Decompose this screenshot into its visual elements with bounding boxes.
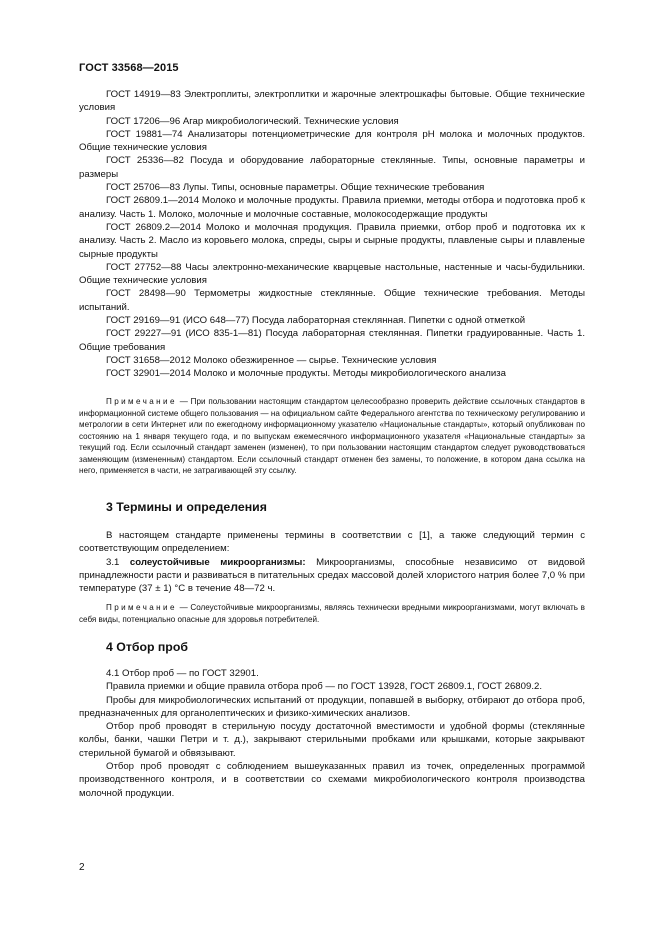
- reference-item: ГОСТ 19881—74 Анализаторы потенциометрические для контроля pH молока и молочных продуктов. Общие технические условия: [79, 128, 585, 154]
- reference-item: ГОСТ 27752—88 Часы электронно-механические кварцевые настольные, настенные и часы-будильники. Общие технические условия: [79, 261, 585, 287]
- page-number: 2: [79, 862, 85, 873]
- reference-item: ГОСТ 26809.1—2014 Молоко и молочные продукты. Правила приемки, методы отбора и подготовка проб к анализу. Часть 1. Молоко, молочные и молочные составные, молокосодержащие продукты: [79, 195, 585, 220]
- section-3-title: 3 Термины и определения: [106, 500, 267, 514]
- reference-item: ГОСТ 25706—83 Лупы. Типы, основные параметры. Общие технические требования: [106, 182, 485, 194]
- reference-item: ГОСТ 28498—90 Термометры жидкостные стеклянные. Общие технические требования. Методы испытаний.: [79, 288, 585, 313]
- reference-item: ГОСТ 29227—91 (ИСО 835-1—81) Посуда лабораторная стеклянная. Пипетки градуированные. Часть 1. Общие требования: [79, 328, 585, 353]
- note-label: Примечание: [106, 397, 177, 406]
- note-label: Примечание: [106, 603, 177, 612]
- reference-item: ГОСТ 29169—91 (ИСО 648—77) Посуда лабораторная стеклянная. Пипетки с одной отметкой: [106, 315, 526, 327]
- reference-item: ГОСТ 32901—2014 Молоко и молочные продукты. Методы микробиологического анализа: [106, 368, 506, 380]
- note-text: — Солеустойчивые микроорганизмы, являясь технически вредными микроорганизмами, могут включать в себя виды, потенциально опасные для здоровья потребителей.: [79, 603, 585, 624]
- section-4-body: [79, 667, 585, 800]
- reference-item: ГОСТ 14919—83 Электроплиты, электроплитки и жарочные электрошкафы бытовые. Общие технические условия: [79, 89, 585, 114]
- document-header: ГОСТ 33568—2015: [79, 62, 179, 74]
- term-number: 3.1: [106, 556, 130, 568]
- paragraph: Пробы для микробиологических испытаний от продукции, попавшей в выборку, отбирают до отбора проб, предназначенных для органолептических и физико-химических анализов.: [79, 694, 585, 719]
- paragraph: Отбор проб проводят с соблюдением вышеуказанных правил из точек, определенных программой производственного контроля, и в соответствии со схемами микробиологического контроля производства молочной продукции.: [79, 761, 585, 799]
- paragraph: Отбор проб проводят в стерильную посуду достаточной вместимости и удобной формы (стеклянные колбы, банки, чашки Петри и т. д.), закрывают стерильными пробками или крышками, которые закрывают стерильной бумагой и обвязывают.: [79, 721, 585, 759]
- paragraph: 4.1 Отбор проб — по ГОСТ 32901.: [106, 668, 259, 679]
- reference-item: ГОСТ 17206—96 Агар микробиологический. Технические условия: [106, 115, 399, 127]
- reference-item: ГОСТ 26809.2—2014 Молоко и молочная продукция. Правила приемки, отбор проб и подготовка их к анализу. Часть 2. Масло из коровьего молока, спреды, сыры и сырные продукты, плавленые сыры и плавленые сырные продукты: [79, 221, 585, 260]
- normative-references-list: [79, 88, 585, 381]
- section-3-body: [79, 529, 585, 595]
- term-definition: [79, 556, 585, 596]
- section-3-intro: В настоящем стандарте применены термины в соответствии с [1], а также следующий термин с соответствующим определением:: [79, 530, 585, 555]
- reference-item: ГОСТ 25336—82 Посуда и оборудование лабораторные стеклянные. Типы, основные параметры и размеры: [79, 155, 585, 180]
- term-name: солеустойчивые микроорганизмы:: [129, 556, 306, 568]
- term-text: Микроорганизмы, способные независимо от видовой принадлежности расти и развиваться в питательных средах массовой долей хлористого натрия более 7,0 % при температуре (37 ± 1) °С в течение 48—72 ч.: [79, 556, 585, 595]
- note-text: — При пользовании настоящим стандартом целесообразно проверить действие ссылочных стандартов в информационной системе общего пользования — на официальном сайте Федерального агентства по техническому регулированию и метрологии в сети Интернет или по ежегодному информационному указателю «Национальные стандарты», который опубликован по состоянию на 1 января текущего года, и по выпускам ежемесячного информационного указателя «Национальные стандарты» за текущий год. Если ссылочный стандарт заменен (изменен), то при пользовании настоящим стандартом следует руководствоваться заменяющим (измененным) стандартом. Если ссылочный стандарт отменен без замены, то положение, в котором дана ссылка на него, применяется в части, не затрагивающей эту ссылку.: [79, 397, 585, 475]
- references-note: [79, 396, 585, 477]
- section-3-note: [79, 602, 585, 625]
- paragraph: Правила приемки и общие правила отбора проб — по ГОСТ 13928, ГОСТ 26809.1, ГОСТ 26809.2.: [106, 681, 542, 693]
- section-4-title: 4 Отбор проб: [106, 640, 188, 654]
- reference-item: ГОСТ 31658—2012 Молоко обезжиренное — сырье. Технические условия: [106, 354, 437, 366]
